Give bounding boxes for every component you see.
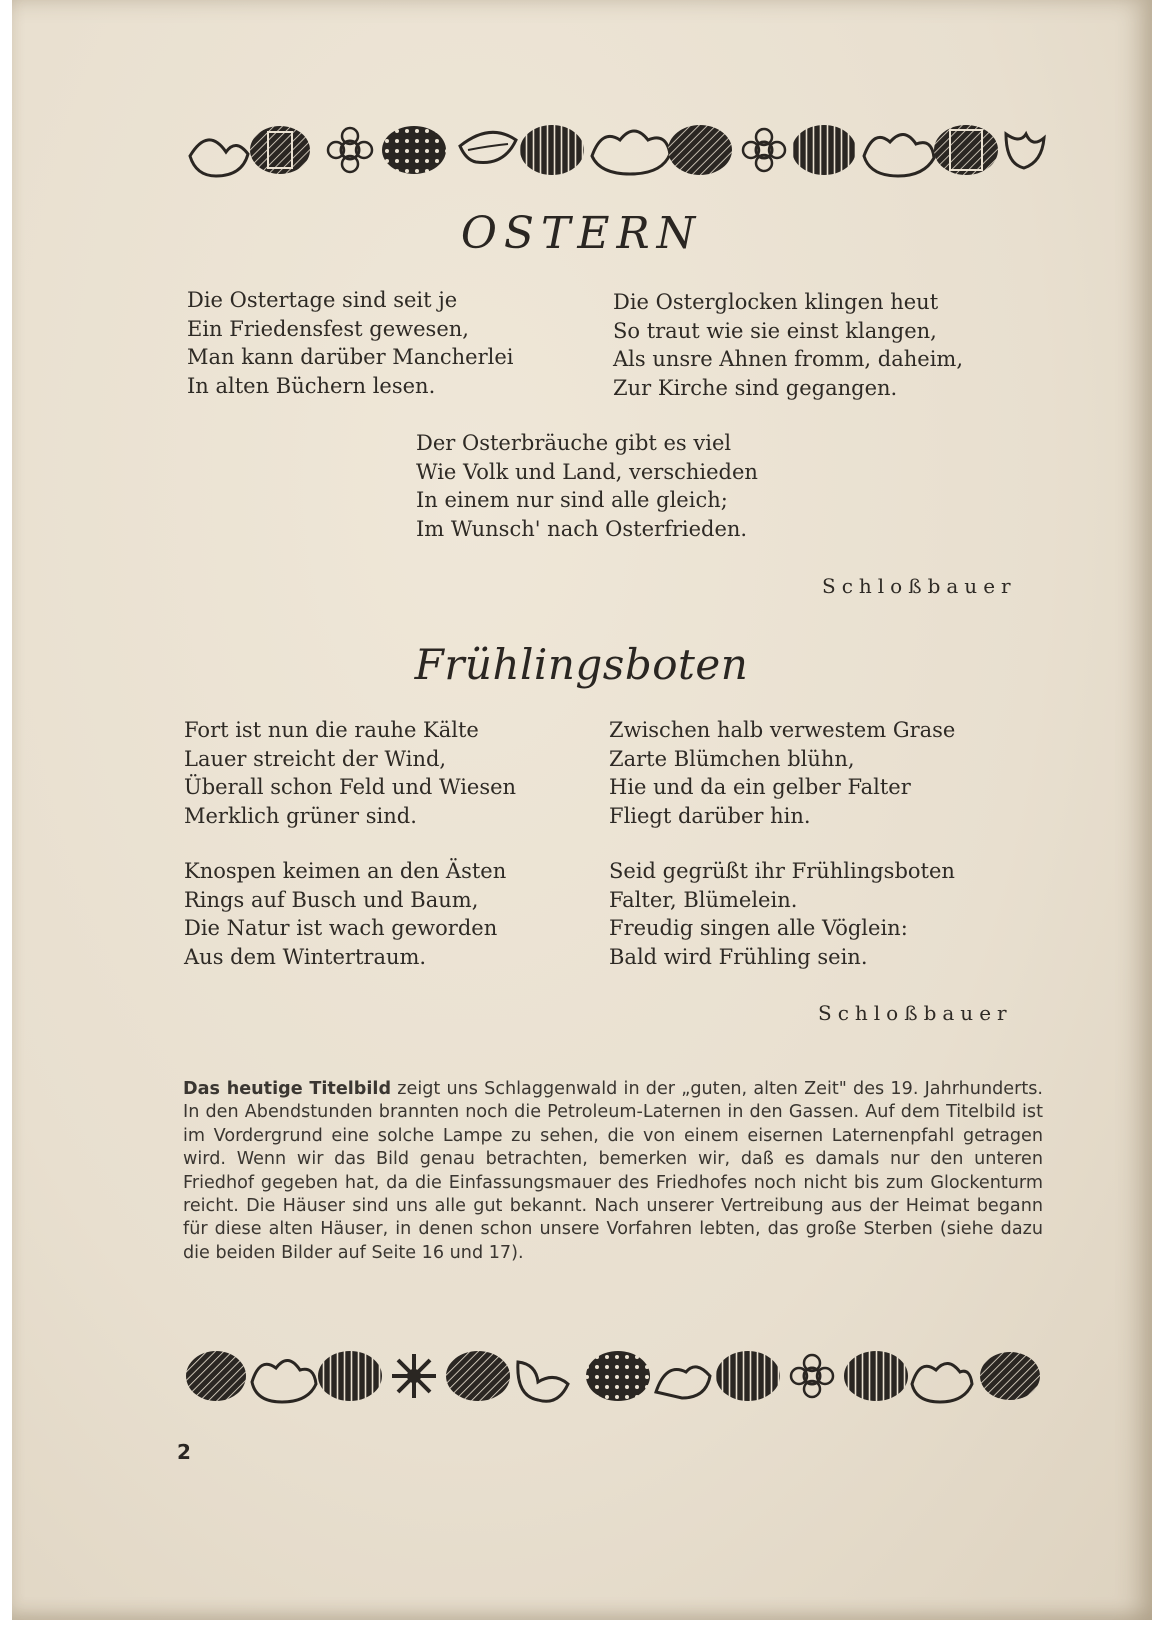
fruehling-stanza-1 (184, 716, 516, 830)
verse-line: Rings auf Busch und Baum, (184, 887, 479, 912)
leaf-icon (460, 132, 516, 162)
verse-line: So traut wie sie einst klangen, (613, 318, 937, 343)
verse-line: Hie und da ein gelber Falter (609, 775, 911, 800)
dotted-egg-icon (382, 126, 446, 174)
verse-line: Knospen keimen an den Ästen (184, 859, 507, 883)
blossom-icon (592, 131, 670, 174)
verse-line: Die Natur ist wach geworden (184, 916, 498, 941)
checkered-egg-icon (446, 1351, 510, 1401)
verse-line: Als unsre Ahnen fromm, daheim, (613, 347, 963, 372)
verse-line: Zarte Blümchen blühn, (609, 746, 855, 771)
verse-line: Bald wird Frühling sein. (609, 944, 868, 969)
ostern-stanza-1 (187, 286, 513, 400)
blossom-icon (864, 134, 934, 176)
fruehling-stanza-3 (184, 857, 506, 971)
striped-egg-icon (520, 125, 584, 175)
daisy-icon (392, 1354, 436, 1398)
caption-lead: Das heutige Titelbild (183, 1079, 392, 1099)
striped-egg-icon (792, 125, 856, 175)
verse-line: Ein Friedensfest gewesen, (187, 316, 469, 341)
verse-line: Man kann darüber Mancherlei (187, 345, 514, 370)
flower-icon (743, 129, 785, 171)
patterned-egg-icon (186, 1351, 246, 1401)
cover-image-caption (183, 1078, 1043, 1265)
verse-line: Lauer streicht der Wind, (184, 746, 447, 771)
tulip-icon (656, 1367, 710, 1398)
tulip-icon (1006, 134, 1044, 168)
verse-line: In einem nur sind alle gleich; (416, 488, 728, 513)
verse-line: Im Wunsch' nach Osterfrieden. (416, 516, 748, 541)
verse-line: Aus dem Wintertraum. (184, 944, 427, 969)
author-signature: Schloßbauer (822, 574, 1017, 598)
poem-title-fruehlingsboten: Frühlingsboten (414, 640, 749, 689)
striped-egg-icon (716, 1351, 780, 1401)
tulip-icon (190, 140, 248, 176)
verse-line: Zwischen halb verwestem Grase (609, 718, 956, 742)
blossom-icon (252, 1360, 316, 1402)
checkered-egg-icon (934, 125, 998, 175)
verse-line: Die Osterglocken klingen heut (613, 290, 939, 314)
fruehling-stanza-4 (609, 857, 955, 971)
page-number: 2 (177, 1440, 191, 1464)
author-signature: Schloßbauer (818, 1001, 1013, 1025)
flower-icon (791, 1355, 833, 1397)
verse-line: Falter, Blümelein. (609, 887, 798, 912)
checkered-egg-icon (980, 1352, 1040, 1400)
verse-line: Überall schon Feld und Wiesen (184, 775, 517, 800)
checkered-egg-icon (668, 125, 732, 175)
top-ornament-border (12, 116, 1152, 186)
verse-line: Seid gegrüßt ihr Frühlingsboten (609, 859, 955, 883)
verse-line: Wie Volk und Land, verschieden (416, 459, 758, 484)
verse-line: Fliegt darüber hin. (609, 803, 811, 828)
striped-egg-icon (318, 1351, 382, 1401)
verse-line: In alten Büchern lesen. (187, 373, 436, 398)
dotted-egg-icon (586, 1351, 650, 1401)
leaf-icon (518, 1362, 568, 1401)
patterned-egg-icon (250, 126, 310, 174)
verse-line: Die Ostertage sind seit je (187, 288, 458, 312)
verse-line: Fort ist nun die rauhe Kälte (184, 718, 479, 742)
page (12, 0, 1152, 1620)
ostern-stanza-2 (613, 288, 963, 402)
verse-line: Merklich grüner sind. (184, 803, 417, 828)
bottom-ornament-border (12, 1342, 1152, 1412)
poem-title-ostern: OSTERN (460, 208, 703, 259)
verse-line: Zur Kirche sind gegangen. (613, 375, 898, 400)
caption-body: zeigt uns Schlaggenwald in der „guten, alten Zeit" des 19. Jahrhunderts. In den Abendstunden brannten noch die Petroleum-Laternen in den Gassen. Auf dem Titelbild ist im Vordergrund eine solche Lampe zu sehen, die von einem eisernen Laternenpfahl getragen wird. Wenn wir das Bild genau betrachten, bemerken wir, daß es damals nur den unteren Friedhof gegeben hat, da die Einfassungsmauer des Friedhofes noch nicht bis zum Glockenturm reicht. Die Häuser sind uns alle gut bekannt. Nach unserer Vertreibung aus der Heimat begann für diese alten Häuser, in denen schon unsere Vorfahren lebten, das große Sterben (siehe dazu die beiden Bilder auf Seite 16 und 17). (183, 1079, 1043, 1263)
verse-line: Der Osterbräuche gibt es viel (416, 431, 732, 455)
flower-icon (328, 128, 372, 172)
blossom-icon (912, 1363, 972, 1402)
verse-line: Freudig singen alle Vöglein: (609, 916, 908, 941)
fruehling-stanza-2 (609, 716, 955, 830)
ostern-stanza-3 (416, 429, 758, 543)
striped-egg-icon (844, 1351, 908, 1401)
